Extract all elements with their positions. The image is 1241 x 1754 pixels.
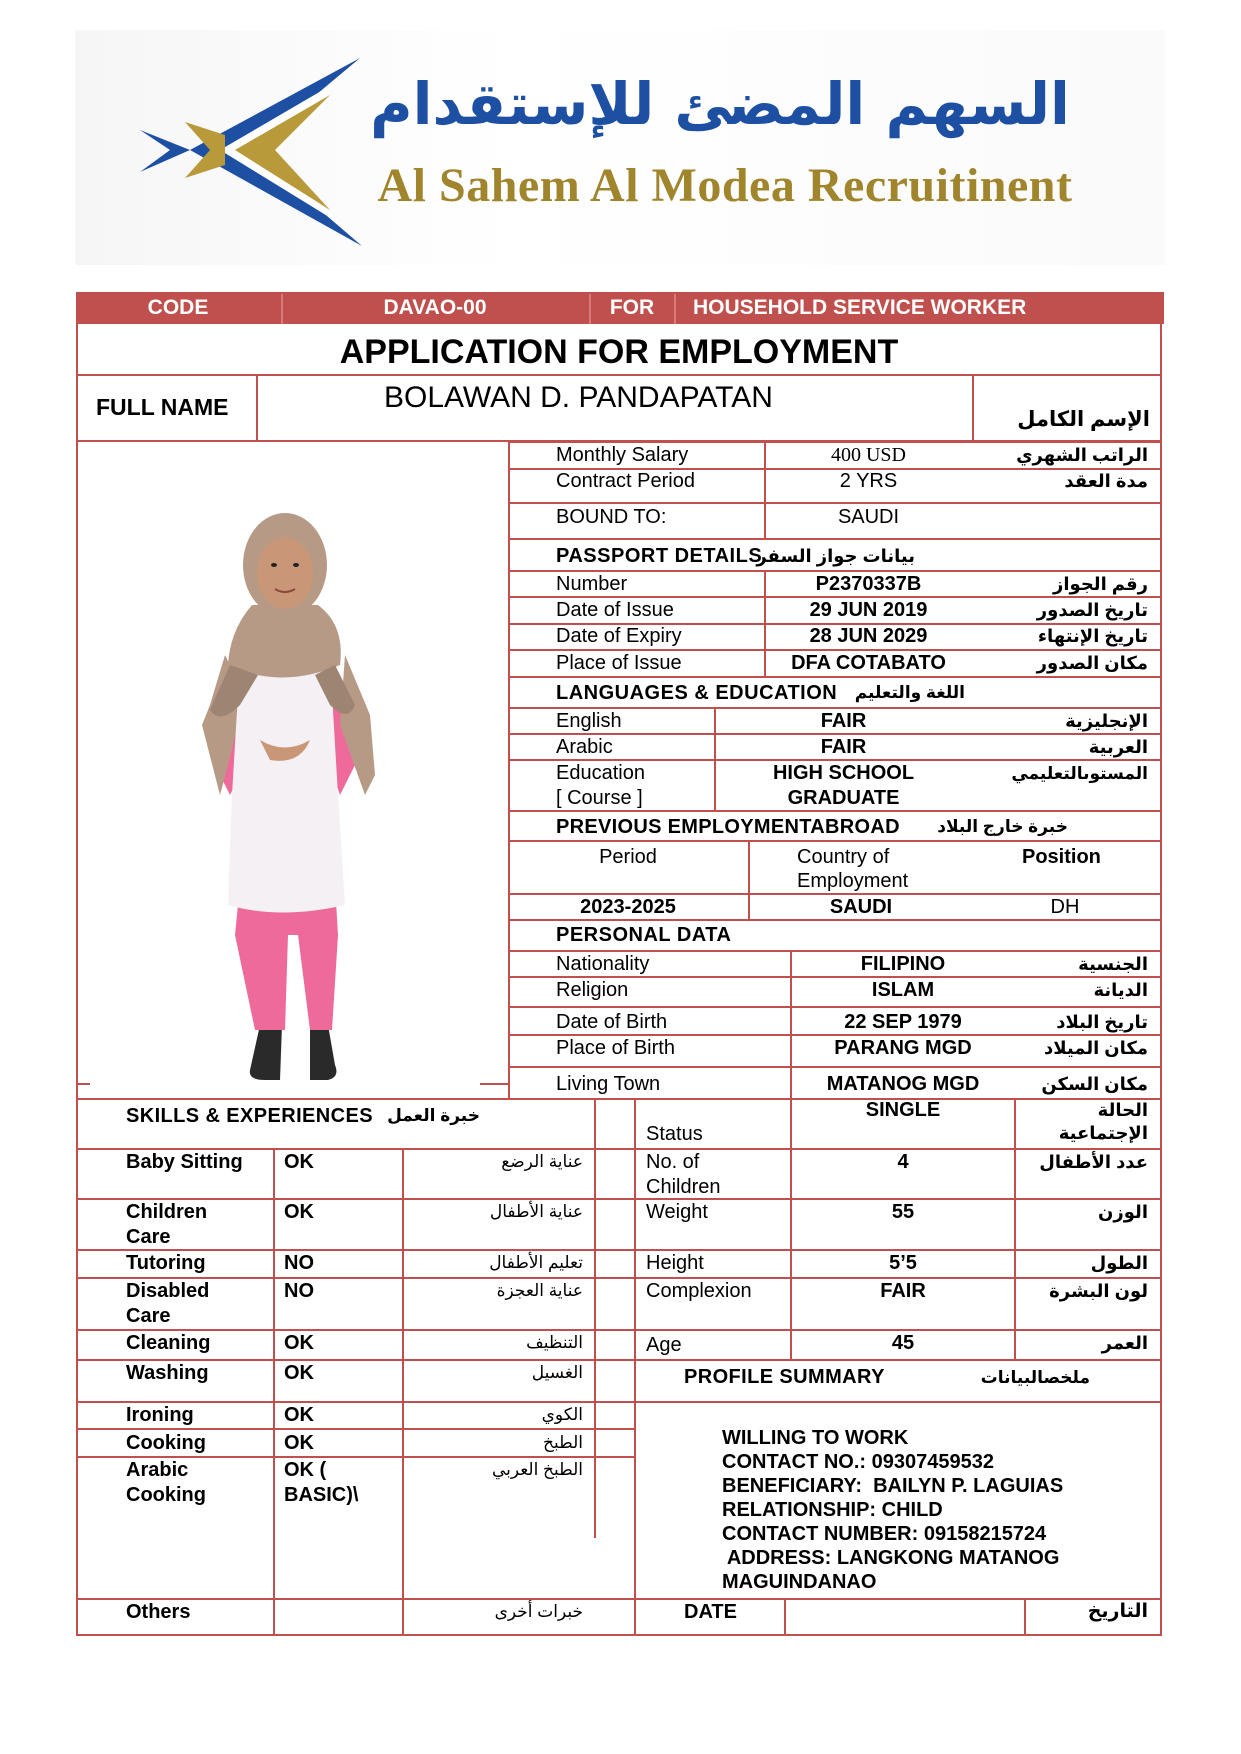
skill-value: NO [284, 1252, 314, 1274]
others-label: Others [126, 1601, 191, 1623]
personal-data-title: PERSONAL DATA [556, 924, 732, 946]
english-value: FAIR [820, 710, 867, 732]
status-value: SINGLE [865, 1099, 941, 1121]
expiry-date-label: Date of Expiry [556, 625, 682, 647]
profile-summary-arabic: ملخصالبيانات [980, 1368, 1090, 1387]
summary-line: RELATIONSHIP: CHILD [722, 1499, 943, 1521]
living-town-arabic: مكان السكن [1041, 1074, 1148, 1094]
weight-label: Weight [646, 1201, 708, 1223]
passport-number-value: P2370337B [815, 573, 922, 595]
arabic-label: Arabic [556, 736, 613, 758]
issue-date-value: 29 JUN 2019 [809, 599, 928, 621]
salary-arabic: الراتب الشهري [1016, 445, 1148, 465]
arrow-logo-icon [130, 50, 370, 255]
country-header-line1: Country of [797, 846, 890, 868]
status-arabic-line2: الإجتماعية [1058, 1123, 1148, 1143]
skill-arabic: تعليم الأطفال [489, 1253, 583, 1272]
religion-arabic: الديانة [1093, 980, 1148, 1000]
skill-arabic: عناية الرضع [501, 1152, 583, 1171]
skill-value-line2: BASIC)\ [284, 1484, 359, 1506]
position-header: Position [1022, 846, 1101, 868]
education-value-line2: GRADUATE [787, 787, 900, 809]
for-value: HOUSEHOLD SERVICE WORKER [693, 296, 1027, 319]
summary-line: BENEFICIARY: BAILYN P. LAGUIAS [722, 1475, 1064, 1497]
complexion-value: FAIR [880, 1280, 926, 1302]
skill-value: OK [284, 1201, 314, 1223]
summary-line: CONTACT NUMBER: 09158215724 [722, 1523, 1047, 1545]
children-arabic: عدد الأطفال [1039, 1152, 1148, 1172]
salary-label: Monthly Salary [556, 444, 689, 466]
nationality-value: FILIPINO [860, 953, 946, 975]
salary-value: 400 USD [830, 444, 906, 466]
age-label: Age [646, 1334, 682, 1356]
place-of-issue-label: Place of Issue [556, 652, 682, 674]
skill-arabic: الطبخ [543, 1433, 583, 1452]
course-label: [ Course ] [556, 787, 643, 809]
expiry-date-arabic: تاريخ الإنتهاء [1037, 626, 1148, 646]
english-arabic: الإنجليزية [1065, 711, 1148, 731]
arabic-arabic: العربية [1088, 737, 1148, 757]
place-of-issue-value: DFA COTABATO [791, 652, 946, 674]
english-label: English [556, 710, 622, 732]
logo-arabic-text: السهم المضئ للإستقدام [370, 70, 1070, 138]
employment-country-value: SAUDI [829, 896, 893, 918]
skills-title-arabic: خبرة العمل [387, 1106, 480, 1125]
arabic-value: FAIR [820, 736, 867, 758]
education-arabic: المستوىالتعليمي [1011, 764, 1148, 783]
skill-label: Arabic [126, 1459, 189, 1481]
complexion-arabic: لون البشرة [1049, 1281, 1148, 1301]
bound-label: BOUND TO: [556, 506, 667, 528]
skill-label: Disabled [126, 1280, 210, 1302]
skill-arabic: الغسيل [531, 1363, 583, 1382]
children-value: 4 [897, 1151, 909, 1173]
applicant-photo [170, 465, 400, 1090]
skill-label: Washing [126, 1362, 209, 1384]
contract-period-value: 2 YRS [839, 470, 898, 492]
date-label: DATE [684, 1601, 737, 1623]
nationality-arabic: الجنسية [1078, 954, 1148, 974]
children-label-line2: Children [646, 1176, 721, 1198]
fullname-arabic: الإسم الكامل [1017, 408, 1150, 431]
fullname-value: BOLAWAN D. PANDAPATAN [384, 381, 773, 414]
skill-label: Baby Sitting [126, 1151, 243, 1173]
skill-label: Cleaning [126, 1332, 211, 1354]
nationality-label: Nationality [556, 953, 650, 975]
religion-value: ISLAM [871, 979, 935, 1001]
dob-value: 22 SEP 1979 [844, 1011, 962, 1033]
previous-employment-title: PREVIOUS EMPLOYMENTABROAD [556, 816, 900, 838]
skill-value: OK ( [284, 1459, 327, 1481]
weight-value: 55 [891, 1201, 915, 1223]
code-value: DAVAO-00 [383, 296, 487, 319]
profile-summary-title: PROFILE SUMMARY [684, 1366, 885, 1388]
education-label: Education [556, 762, 645, 784]
skill-value: NO [284, 1280, 314, 1302]
skill-label: Ironing [126, 1404, 194, 1426]
passport-title-arabic: بيانات جواز السفر [756, 546, 915, 566]
skill-label-line2: Care [126, 1305, 171, 1327]
issue-date-arabic: تاريخ الصدور [1036, 600, 1148, 620]
skill-value: OK [284, 1362, 314, 1384]
religion-label: Religion [556, 979, 629, 1001]
bound-value: SAUDI [837, 506, 900, 528]
status-label: Status [646, 1123, 703, 1145]
skill-label: Cooking [126, 1432, 206, 1454]
complexion-label: Complexion [646, 1280, 752, 1302]
skill-arabic: عناية الأطفال [489, 1202, 583, 1221]
for-label: FOR [609, 296, 655, 319]
skill-arabic: عناية العجزة [496, 1281, 583, 1300]
summary-line: ADDRESS: LANGKONG MATANOG [722, 1547, 1060, 1569]
date-arabic: التاريخ [1087, 1601, 1148, 1622]
weight-arabic: الوزن [1098, 1202, 1148, 1222]
skill-value: OK [284, 1404, 314, 1426]
skill-value: OK [284, 1151, 314, 1173]
skill-value: OK [284, 1432, 314, 1454]
place-of-issue-arabic: مكان الصدور [1036, 653, 1148, 673]
employment-period-value: 2023-2025 [580, 896, 676, 918]
height-label: Height [646, 1252, 704, 1274]
contract-period-label: Contract Period [556, 470, 695, 492]
height-value: 5’5 [889, 1252, 917, 1274]
period-header: Period [599, 846, 657, 868]
status-arabic-line1: الحالة [1097, 1100, 1148, 1120]
expiry-date-value: 28 JUN 2029 [809, 625, 928, 647]
fullname-label: FULL NAME [96, 394, 229, 420]
skill-arabic: الطبخ العربي [491, 1460, 583, 1479]
code-label: CODE [147, 296, 209, 319]
living-town-label: Living Town [556, 1073, 661, 1095]
age-value: 45 [891, 1332, 915, 1354]
dob-label: Date of Birth [556, 1011, 668, 1033]
skills-title: SKILLS & EXPERIENCES [126, 1105, 373, 1127]
skill-arabic: الكوي [541, 1405, 583, 1424]
logo-english-text: Al Sahem Al Modea Recruitinent [377, 159, 1073, 212]
skill-label: Tutoring [126, 1252, 206, 1274]
skill-value: OK [284, 1332, 314, 1354]
dob-arabic: تاريخ البلاد [1056, 1012, 1148, 1032]
skill-label-line2: Cooking [126, 1484, 206, 1506]
others-arabic: خبرات أخرى [494, 1602, 583, 1621]
summary-line: WILLING TO WORK [722, 1427, 909, 1449]
pob-label: Place of Birth [556, 1037, 675, 1059]
contract-period-arabic: مدة العقد [1064, 471, 1148, 491]
previous-employment-title-arabic: خبرة خارج البلاد [937, 817, 1068, 836]
issue-date-label: Date of Issue [556, 599, 674, 621]
passport-title: PASSPORT DETAILS [556, 545, 763, 567]
passport-number-arabic: رقم الجواز [1053, 574, 1148, 594]
summary-line: CONTACT NO.: 09307459532 [722, 1451, 994, 1473]
passport-number-label: Number [556, 573, 628, 595]
children-label-line1: No. of [646, 1151, 700, 1173]
country-header-line2: Employment [797, 870, 909, 892]
education-value-line1: HIGH SCHOOL [772, 762, 915, 784]
skill-arabic: التنظيف [526, 1333, 583, 1352]
languages-title-arabic: اللغة والتعليم [854, 683, 965, 702]
living-town-value: MATANOG MGD [826, 1073, 980, 1095]
height-arabic: الطول [1090, 1253, 1148, 1273]
summary-line: MAGUINDANAO [722, 1571, 877, 1593]
age-arabic: العمر [1101, 1333, 1148, 1353]
languages-title: LANGUAGES & EDUCATION [556, 682, 838, 704]
skill-label-line2: Care [126, 1226, 171, 1248]
skill-label: Children [126, 1201, 208, 1223]
pob-arabic: مكان الميلاد [1044, 1038, 1148, 1058]
employment-position-value: DH [1050, 896, 1080, 918]
pob-value: PARANG MGD [834, 1037, 972, 1059]
form-title: APPLICATION FOR EMPLOYMENT [339, 333, 899, 371]
